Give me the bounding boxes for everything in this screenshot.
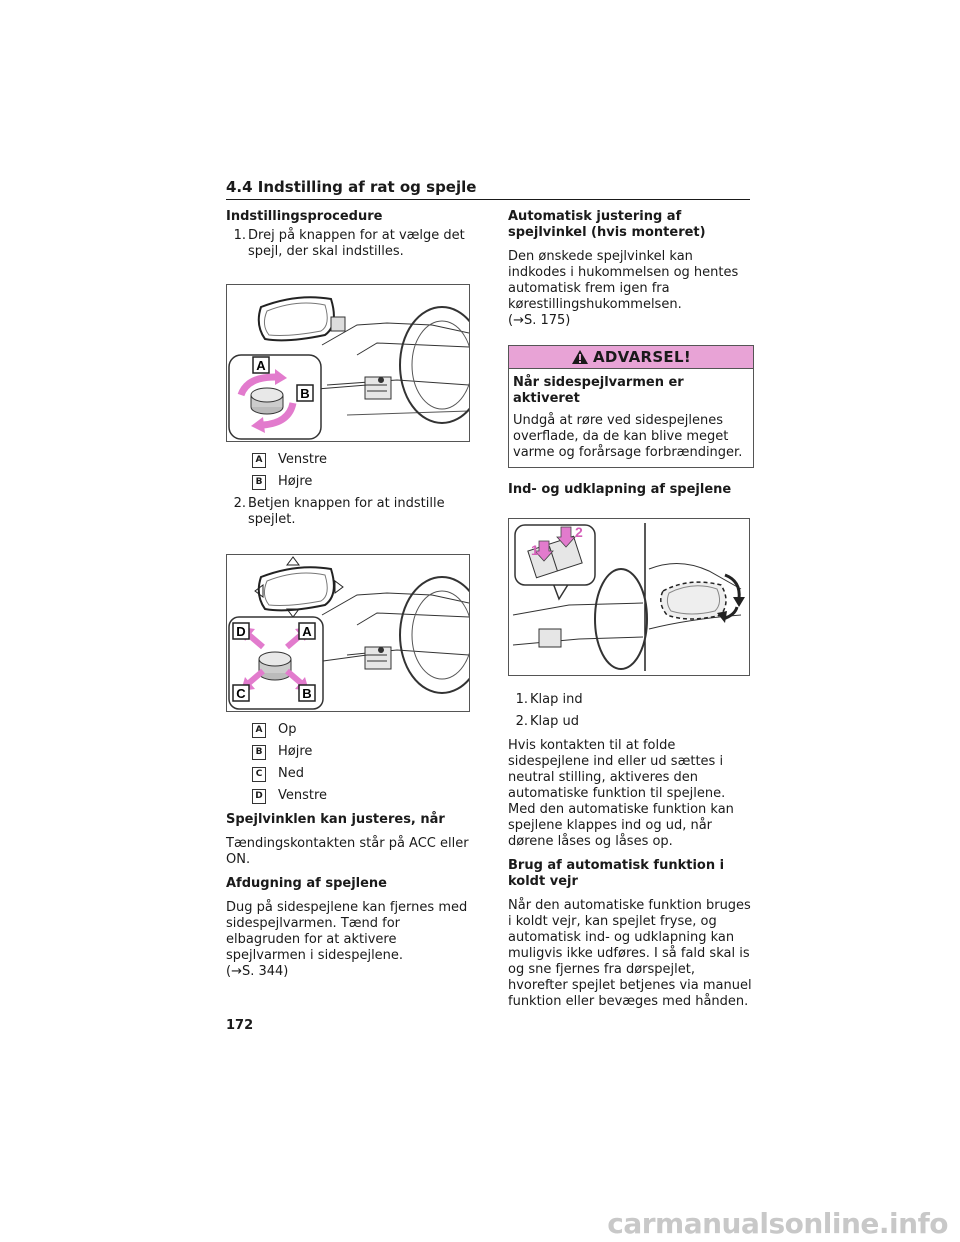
legend-adjust xyxy=(226,722,472,804)
figure-label-a: A xyxy=(302,624,312,639)
step-number: 1. xyxy=(233,228,246,243)
legend-badge: B xyxy=(252,475,266,490)
paragraph-neutral: Hvis kontakten til at folde sidespejlene ind eller ud sættes i neutral stilling, aktiveres den automatiske funktion til spejlene. Med den automatiske funktion kan spejlene klappes ind og ud, når dørene låses og låses op. xyxy=(508,738,734,849)
figure-label-a: A xyxy=(256,358,266,373)
paragraph-defog: Dug på sidespejlene kan fjernes med sidespejlvarmen. Tænd for elbagruden for at aktivere spejlvarmen i sidespejlene. xyxy=(226,900,468,963)
warning-header xyxy=(509,346,753,369)
legend-badge: C xyxy=(252,767,266,782)
legend-item xyxy=(252,744,472,760)
legend-label: Venstre xyxy=(278,788,328,803)
right-column xyxy=(508,209,754,1010)
paragraph-cold-weather: Når den automatiske funktion bruges i koldt vejr, kan spejlet fryse, og automatisk ind- og udklapning kan muligvis ikke udføres. I så fald skal is og sne fjernes fra dørspejlet, hvorefter spejlet betjenes via manuel funktion eller bevæges med hånden. xyxy=(508,898,752,1009)
legend-item xyxy=(252,722,472,738)
heading-defog: Afdugning af spejlene xyxy=(226,876,387,891)
figure-label-d: D xyxy=(236,624,246,639)
warning-body xyxy=(509,369,753,467)
mirror-fold-illustration xyxy=(509,519,749,675)
fold-label-2: 2 xyxy=(575,524,583,540)
warning-box xyxy=(508,345,754,468)
section-title: 4.4 Indstilling af rat og spejle xyxy=(226,178,477,196)
legend-label: Op xyxy=(278,722,297,737)
mirror-adjust-illustration xyxy=(227,555,469,711)
legend-label: Ned xyxy=(278,766,304,781)
figure-label-b: B xyxy=(302,686,312,701)
fold-list-item xyxy=(508,714,754,730)
warning-title: ADVARSEL! xyxy=(593,348,691,366)
heading-adjust-when: Spejlvinklen kan justeres, når xyxy=(226,812,445,827)
heading-fold: Ind- og udklapning af spejlene xyxy=(508,482,732,497)
page-number: 172 xyxy=(226,1018,254,1033)
legend-item xyxy=(252,474,472,490)
legend-label: Højre xyxy=(278,474,313,489)
figure-label-b: B xyxy=(300,386,310,401)
page-reference-link[interactable]: (→S. 175) xyxy=(508,313,571,328)
list-label: Klap ud xyxy=(530,714,579,729)
figure-mirror-select xyxy=(226,284,470,442)
legend-badge: D xyxy=(252,789,266,804)
list-number: 1. xyxy=(515,692,528,707)
figure-mirror-fold xyxy=(508,518,750,676)
legend-badge: A xyxy=(252,723,266,738)
list-number: 2. xyxy=(515,714,528,729)
warning-text: Undgå at røre ved sidespejlenes overflade, da de kan blive meget varme og forårsage forbrændinger. xyxy=(513,413,743,460)
list-label: Klap ind xyxy=(530,692,583,707)
warning-icon xyxy=(571,349,589,365)
fold-label-1: 1 xyxy=(531,542,539,558)
step-text: Drej på knappen for at vælge det spejl, der skal indstilles. xyxy=(248,228,465,259)
heading-procedure: Indstillingsprocedure xyxy=(226,209,383,224)
fold-list-item xyxy=(508,692,754,708)
left-column xyxy=(226,209,472,980)
legend-badge: A xyxy=(252,453,266,468)
figure-label-c: C xyxy=(236,686,246,701)
step-number: 2. xyxy=(233,496,246,511)
step-1 xyxy=(226,228,472,260)
step-2 xyxy=(226,496,472,528)
paragraph-memory: Den ønskede spejlvinkel kan indkodes i hukommelsen og hentes automatisk frem igen fra kørestillingshukommelsen. xyxy=(508,249,739,312)
heading-cold-weather: Brug af automatisk funktion i koldt vejr xyxy=(508,858,725,889)
figure-mirror-adjust xyxy=(226,554,470,712)
paragraph-ignition: Tændingskontakten står på ACC eller ON. xyxy=(226,836,469,867)
legend-item xyxy=(252,766,472,782)
legend-item xyxy=(252,452,472,468)
section-divider xyxy=(226,199,750,200)
heading-auto-angle: Automatisk justering af spejlvinkel (hvis monteret) xyxy=(508,209,706,240)
step-text: Betjen knappen for at indstille spejlet. xyxy=(248,496,445,527)
legend-label: Venstre xyxy=(278,452,328,467)
page-reference-link[interactable]: (→S. 344) xyxy=(226,964,289,979)
warning-subtitle: Når sidespejlvarmen er aktiveret xyxy=(513,375,684,406)
legend-badge: B xyxy=(252,745,266,760)
watermark: carmanualsonline.info xyxy=(607,1207,948,1240)
legend-label: Højre xyxy=(278,744,313,759)
mirror-select-illustration xyxy=(227,285,469,441)
fold-list xyxy=(508,692,754,730)
legend-item xyxy=(252,788,472,804)
legend-select xyxy=(226,452,472,490)
